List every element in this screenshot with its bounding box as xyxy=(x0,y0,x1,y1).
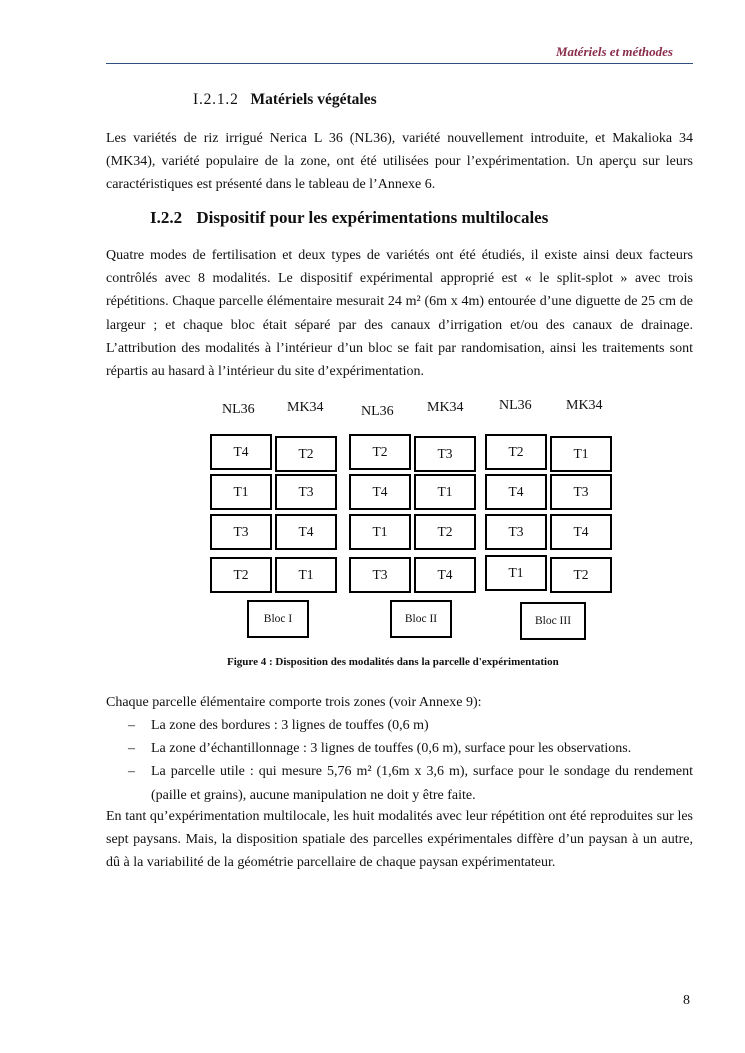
paragraph-design: Quatre modes de fertilisation et deux types de variétés ont été étudiés, il existe ainsi deux facteurs contrôlés avec 8 modalités. Le dispositif expérimental approprié est « le split-splot » avec trois répétitions. Chaque parcelle élémentaire mesurait 24 m² (6m x 4m) entourée d’une diguette de 25 cm de largeur ; et chaque bloc était séparé par des canaux d’irrigation et/ou des canaux de drainage. L’attribution des modalités à l’intérieur d’un bloc se fait par randomisation, ainsi les traitements sont répartis au hasard à l’intérieur du site d’expérimentation. xyxy=(106,248,693,380)
plot-cell: T3 xyxy=(414,436,476,472)
list-item-text: La zone d’échantillonnage : 3 lignes de touffes (0,6 m), surface pour les observations. xyxy=(151,741,632,757)
subsection-number: I.2.1.2 xyxy=(193,91,239,108)
plot-cell: T3 xyxy=(210,514,272,550)
bullet-marker: – xyxy=(128,764,135,780)
plot-cell: T3 xyxy=(349,557,411,593)
plot-cell: T3 xyxy=(550,474,612,510)
section-title: Dispositif pour les expérimentations multilocales xyxy=(196,208,549,227)
bullet-marker: – xyxy=(128,718,135,733)
variety-label: NL36 xyxy=(361,404,394,419)
variety-label: MK34 xyxy=(566,398,603,413)
paragraph-multilocal: En tant qu’expérimentation multilocale, les huit modalités avec leur répétition ont été reproduites sur les sept paysans. Mais, la disposition spatiale des parcelles expérimentales diffère d’un paysan à un autre, dû à la variabilité de la géométrie parcellaire de chaque paysan expérimentateur. xyxy=(106,809,693,871)
bloc-label: Bloc I xyxy=(247,600,309,638)
plot-cell: T1 xyxy=(550,436,612,472)
plot-cell: T2 xyxy=(414,514,476,550)
plot-cell: T1 xyxy=(485,555,547,591)
paragraph-zones-intro: Chaque parcelle élémentaire comporte trois zones (voir Annexe 9): xyxy=(106,695,482,710)
page-number: 8 xyxy=(683,993,690,1008)
variety-label: MK34 xyxy=(427,400,464,415)
paragraph-varieties: Les variétés de riz irrigué Nerica L 36 (NL36), variété nouvellement introduite, et Makalioka 34 (MK34), variété populaire de la zone, ont été utilisées pour l’expérimentation. Un aperçu sur leurs caractéristiques est présenté dans le tableau de l’Annexe 6. xyxy=(106,131,693,193)
list-item xyxy=(106,714,693,737)
list-item xyxy=(106,760,693,806)
plot-cell: T3 xyxy=(485,514,547,550)
plot-cell: T2 xyxy=(210,557,272,593)
plot-cell: T4 xyxy=(550,514,612,550)
list-item-text: La zone des bordures : 3 lignes de touffes (0,6 m) xyxy=(151,718,429,733)
plot-cell: T2 xyxy=(485,434,547,470)
plot-cell: T3 xyxy=(275,474,337,510)
list-item xyxy=(106,737,693,760)
subsection-title: Matériels végétales xyxy=(250,91,377,108)
plot-cell: T1 xyxy=(349,514,411,550)
plot-cell: T4 xyxy=(414,557,476,593)
plot-cell: T4 xyxy=(210,434,272,470)
plot-cell: T1 xyxy=(210,474,272,510)
section-number: I.2.2 xyxy=(150,208,183,227)
plot-cell: T2 xyxy=(275,436,337,472)
variety-label: MK34 xyxy=(287,400,324,415)
plot-cell: T4 xyxy=(485,474,547,510)
list-item-text: La parcelle utile : qui mesure 5,76 m² (1,6m x 3,6 m), surface pour le sondage du rendement (paille et grains), aucune manipulation ne doit y être faite. xyxy=(151,764,693,803)
figure-caption: Figure 4 : Disposition des modalités dans la parcelle d'expérimentation xyxy=(227,656,559,668)
plot-cell: T4 xyxy=(275,514,337,550)
plot-cell: T2 xyxy=(349,434,411,470)
zone-list xyxy=(106,714,693,807)
plot-cell: T1 xyxy=(414,474,476,510)
plot-cell: T4 xyxy=(349,474,411,510)
running-header: Matériels et méthodes xyxy=(556,44,673,59)
plot-cell: T2 xyxy=(550,557,612,593)
variety-label: NL36 xyxy=(499,398,532,413)
plot-cell: T1 xyxy=(275,557,337,593)
bloc-label: Bloc II xyxy=(390,600,452,638)
bullet-marker: – xyxy=(128,741,135,757)
bloc-label: Bloc III xyxy=(520,602,586,640)
variety-label: NL36 xyxy=(222,402,255,417)
